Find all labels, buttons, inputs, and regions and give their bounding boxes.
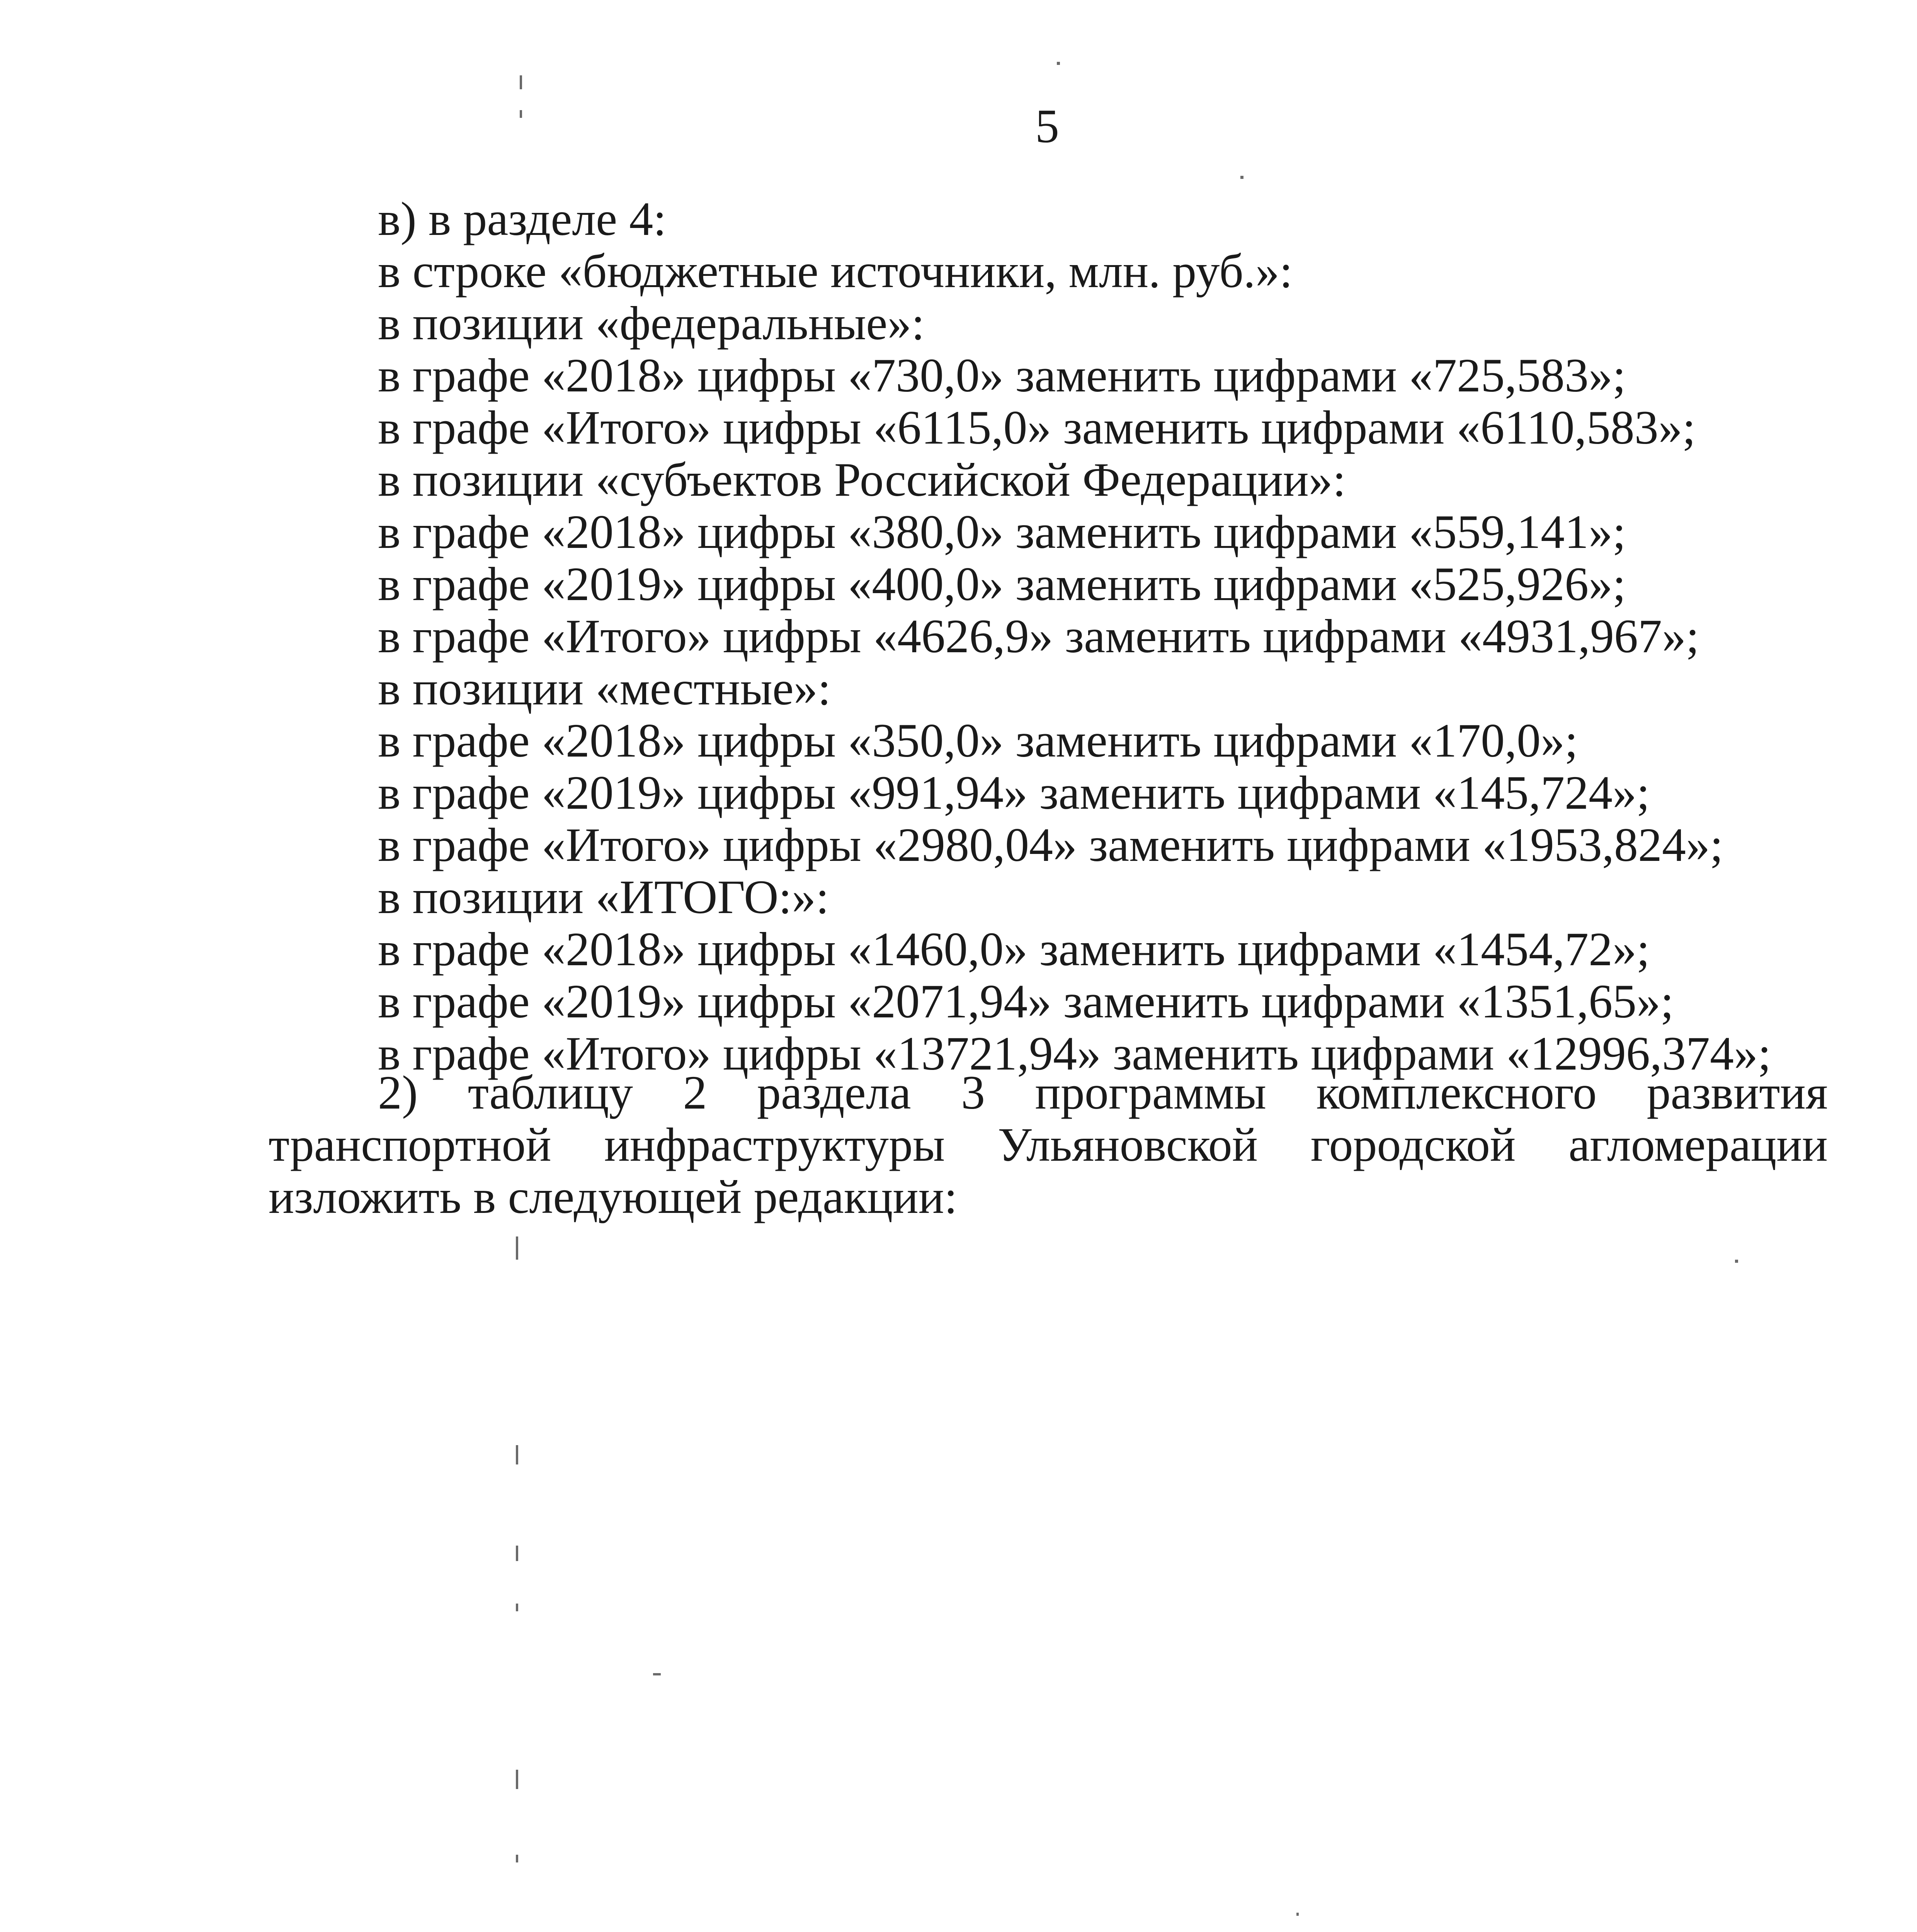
section-heading: в) в разделе 4: [378,192,667,245]
page-number: 5 [1035,100,1059,153]
list-item: в графе «2018» цифры «1460,0» заменить цифрами «1454,72»; [378,923,1650,976]
paragraph-table-2: 2) таблицу 2 раздела 3 программы комплексного развития транспортной инфраструктуры Ульяновской городской агломерации изложить в следующей редакции: [269,1066,1828,1223]
list-item: в графе «Итого» цифры «4626,9» заменить цифрами «4931,967»; [378,610,1699,663]
list-item: в графе «2018» цифры «350,0» заменить цифрами «170,0»; [378,714,1578,767]
list-item: в позиции «субъектов Российской Федерации»: [378,453,1346,506]
list-item: в графе «Итого» цифры «13721,94» заменить цифрами «12996,374»; [378,1027,1771,1080]
list-item: в позиции «местные»: [378,662,831,715]
list-item: в графе «2019» цифры «991,94» заменить цифрами «145,724»; [378,766,1650,819]
list-item: в графе «2018» цифры «730,0» заменить цифрами «725,583»; [378,349,1626,402]
list-item: в графе «Итого» цифры «6115,0» заменить цифрами «6110,583»; [378,401,1696,454]
list-item: в строке «бюджетные источники, млн. руб.»: [378,245,1293,298]
list-item: в графе «2018» цифры «380,0» заменить цифрами «559,141»; [378,505,1626,558]
list-item: в позиции «федеральные»: [378,297,925,350]
list-item: в позиции «ИТОГО:»: [378,871,829,923]
list-item: в графе «2019» цифры «400,0» заменить цифрами «525,926»; [378,558,1626,611]
list-item: в графе «Итого» цифры «2980,04» заменить цифрами «1953,824»; [378,818,1723,871]
list-item: в графе «2019» цифры «2071,94» заменить цифрами «1351,65»; [378,975,1674,1028]
